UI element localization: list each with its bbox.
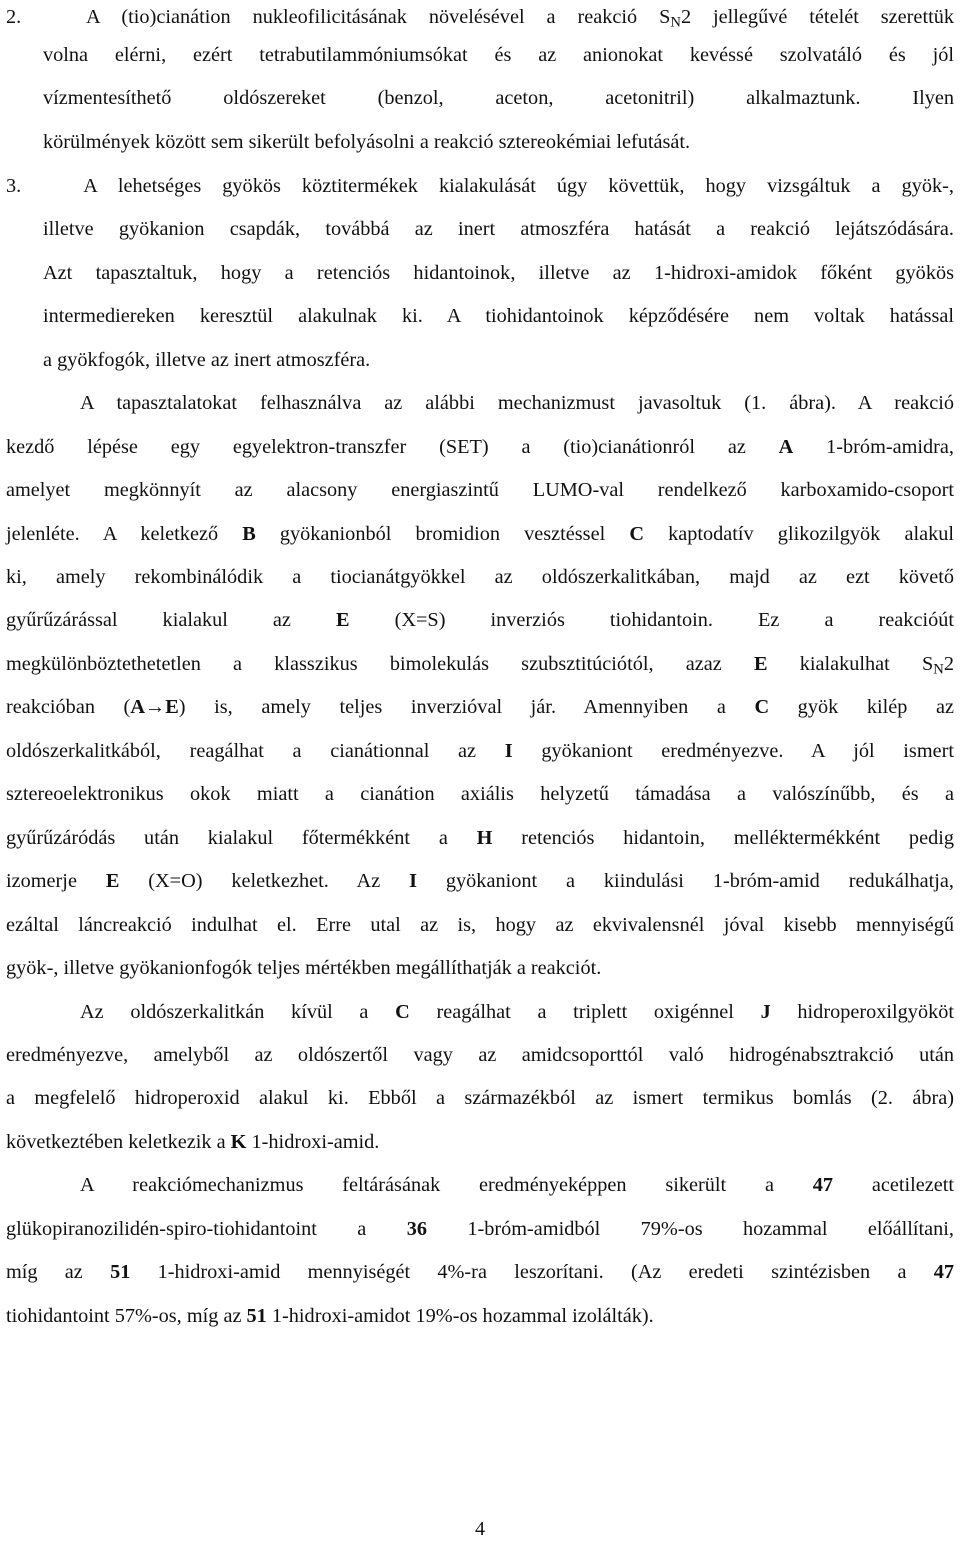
text-line: oldószerkalitkából, reagálhat a cianátionnal az I gyökaniont eredményezve. A jól ismert — [6, 740, 954, 762]
text-line: ezáltal láncreakció indulhat el. Erre utal az is, hogy az ekvivalensnél jóval kisebb mennyiségű — [6, 914, 954, 936]
text-line: a gyökfogók, illetve az inert atmoszféra. — [43, 349, 371, 371]
text-line: gyűrűzárással kialakul az E (X=S) inverziós tiohidantoin. Ez a reakcióút — [6, 609, 954, 631]
text-line: jelenléte. A keletkező B gyökanionból bromidion vesztéssel C kaptodatív glikozilgyök alakul — [6, 523, 954, 545]
text-line: Azt tapasztaltuk, hogy a retenciós hidantoinok, illetve az 1-hidroxi-amidok főként gyökös — [43, 262, 954, 284]
text-line: tiohidantoint 57%-os, míg az 51 1-hidroxi-amidot 19%-os hozammal izolálták). — [6, 1305, 654, 1327]
text-line: következtében keletkezik a K 1-hidroxi-amid. — [6, 1131, 380, 1153]
text-line: izomerje E (X=O) keletkezhet. Az I gyökaniont a kiindulási 1-bróm-amid redukálhatja, — [6, 870, 954, 892]
text-line: kezdő lépése egy egyelektron-transzfer (SET) a (tio)cianátionról az A 1-bróm-amidra, — [6, 436, 954, 458]
text-line: a megfelelő hidroperoxid alakul ki. Ebből a származékból az ismert termikus bomlás (2. ábra) — [6, 1087, 954, 1109]
text-line: míg az 51 1-hidroxi-amid mennyiségét 4%-ra leszorítani. (Az eredeti szintézisben a 47 — [6, 1261, 954, 1283]
text-line: reakcióban (A→E) is, amely teljes inverzióval jár. Amennyiben a C gyök kilép az — [6, 696, 954, 718]
text-line: amelyet megkönnyít az alacsony energiaszintű LUMO-val rendelkező karboxamido-csoport — [6, 479, 954, 501]
text-line: intermediereken keresztül alakulnak ki. A tiohidantoinok képződésére nem voltak hatással — [43, 305, 954, 327]
text-line: illetve gyökanion csapdák, továbbá az inert atmoszféra hatását a reakció lejátszódására. — [43, 218, 954, 240]
text-line: eredményezve, amelyből az oldószertől vagy az amidcsoporttól való hidrogénabsztrakció után — [6, 1044, 954, 1066]
list-number: 2. — [6, 6, 22, 28]
text-line: körülmények között sem sikerült befolyásolni a reakció sztereokémiai lefutását. — [43, 131, 691, 153]
text-line: gyök-, illetve gyökanionfogók teljes mértékben megállíthatják a reakciót. — [6, 957, 602, 979]
text-line: volna elérni, ezért tetrabutilammóniumsókat és az anionokat kevéssé szolvatáló és jól — [43, 44, 954, 66]
text-line: ki, amely rekombinálódik a tiocianátgyökkel az oldószerkalitkában, majd az ezt követő — [6, 566, 954, 588]
list-number: 3. — [6, 175, 22, 197]
text-line: Az oldószerkalitkán kívül a C reagálhat a triplett oxigénnel J hidroperoxilgyököt — [80, 1001, 954, 1023]
text-line: sztereoelektronikus okok miatt a cianátion axiális helyzetű támadása a valószínűbb, és a — [6, 783, 954, 805]
page-number: 4 — [475, 1518, 485, 1540]
text-line: gyűrűzáródás után kialakul főtermékként a H retenciós hidantoin, melléktermékként pedig — [6, 827, 954, 849]
text-line: glükopiranozilidén-spiro-tiohidantoint a 36 1-bróm-amidból 79%-os hozammal előállítani, — [6, 1218, 954, 1240]
text-line: 3. A lehetséges gyökös köztitermékek kialakulását úgy követtük, hogy vizsgáltuk a gyök-, — [6, 175, 954, 197]
text-line: vízmentesíthető oldószereket (benzol, aceton, acetonitril) alkalmaztunk. Ilyen — [43, 87, 954, 109]
text-line: A tapasztalatokat felhasználva az alábbi mechanizmust javasoltuk (1. ábra). A reakció — [80, 392, 954, 414]
text-line: A reakciómechanizmus feltárásának eredményeképpen sikerült a 47 acetilezett — [80, 1174, 955, 1196]
text-line: megkülönböztethetetlen a klasszikus bimolekulás szubsztitúciótól, azaz E kialakulhat $S_N2$ — [6, 653, 954, 678]
text-line: 2. A (tio)cianátion nukleofilicitásának növelésével a reakció $S_N2$ jellegűvé tételét szerettük — [6, 6, 954, 31]
